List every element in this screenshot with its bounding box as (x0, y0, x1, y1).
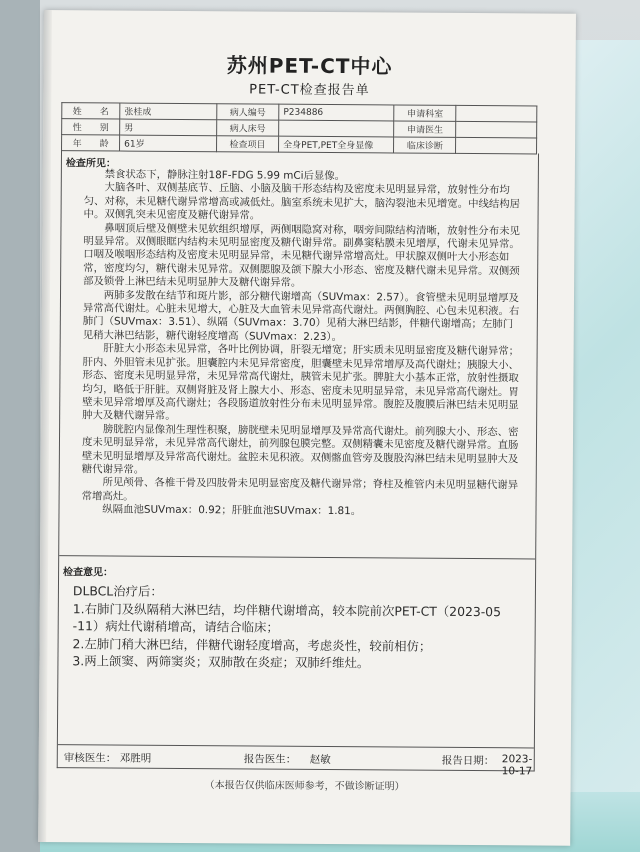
findings-heading: 检查所见： (65, 158, 116, 170)
impression-line: 2.左肺门稍大淋巴结，伴糖代谢轻度增高，考虑炎性，较前相仿； (72, 635, 432, 654)
page-binding (38, 10, 52, 842)
doctor-label: 申请医生 (394, 121, 456, 137)
desk-background (0, 0, 40, 852)
disclaimer-note: （本报告仅供临床医师参考，不做诊断证明） (204, 780, 405, 793)
reviewer-label: 审核医生： (63, 752, 117, 765)
impression-line: 3.两上颌窦、两筛窦炎；双肺散在炎症；双肺纤维灶。 (72, 653, 370, 671)
impression-line: 1.右肺门及纵隔稍大淋巴结，均伴糖代谢增高，较本院前次PET-CT（2023-05 (72, 600, 502, 619)
findings-paragraph: 肝脏大小形态未见异常，各叶比例协调，肝裂无增宽；肝实质未见明显密度及糖代谢异常；肝内、外胆管未见扩张。胆囊腔内未见异常密度，胆囊壁未见异常增厚及高代谢灶；胰腺大小、形态、密度未见明显异常，未见异常高代谢灶，胰管未见扩张。脾脏大小基本正常，放射性摄取均匀，略低于肝脏。双侧肾脏及肾上腺大小、形态、密度未见明显异常，未见异常高代谢灶。胃壁未见异常增厚及高代谢灶；各段肠道放射性分布未见明显异常。腹腔及腹膜后淋巴结未见明显肿大及糖代谢异常。 (82, 342, 520, 423)
diagnosis-label: 临床诊断 (394, 137, 456, 153)
impression-line: -11）病灶代谢稍增高，请结合临床； (72, 618, 279, 635)
reporter-label: 报告医生： (243, 753, 297, 766)
exam-value: 全身PET,PET全身显像 (279, 136, 394, 153)
sex-value: 男 (120, 119, 217, 136)
impression-line: DLBCL治疗后： (72, 583, 163, 599)
patient-id-value: P234886 (279, 104, 394, 121)
name-value: 张桂成 (120, 103, 217, 120)
dept-value (456, 105, 537, 122)
findings-paragraph: 两肺多发散在结节和斑片影，部分糖代谢增高（SUVmax：2.57）。食管壁未见明显增厚及异常高代谢灶。心脏未见增大，心脏及大血管未见异常高代谢灶。两侧胸腔、心包未见积液。右肺门（SUVmax：3.51）、纵隔（SUVmax：3.70）见稍大淋巴结影，伴糖代谢增高；左肺门见稍大淋巴结影，糖代谢轻度增高（SUVmax：2.23）。 (82, 289, 520, 343)
report-date: 2023-10-17 (501, 753, 533, 778)
findings-text (81, 168, 523, 520)
signature-row (58, 744, 534, 778)
findings-paragraph: 纵隔血池SUVmax：0.92；肝脏血池SUVmax：1.81。 (102, 503, 362, 518)
findings-paragraph: 膀胱腔内显像剂生理性积聚，膀胱壁未见明显增厚及异常高代谢灶。前列腺大小、形态、密度未见明显异常，未见异常高代谢灶，前列腺包膜完整。双侧精囊未见密度及糖代谢异常。直肠壁未见明显增厚及异常高代谢灶。盆腔未见积液。双侧髂血管旁及腹股沟淋巴结未见明显肿大及糖代谢异常。 (81, 423, 519, 476)
bed-value (279, 120, 394, 137)
impression-text (72, 582, 527, 673)
dept-label: 申请科室 (394, 105, 456, 121)
exam-label: 检查项目 (216, 136, 278, 152)
reviewer-name: 邓胜明 (119, 752, 152, 765)
bed-label: 病人床号 (217, 120, 279, 136)
name-label: 姓 名 (62, 103, 120, 119)
date-label: 报告日期： (441, 754, 495, 768)
age-label: 年 龄 (62, 135, 120, 151)
report-page (38, 10, 576, 846)
doctor-value (456, 121, 537, 138)
report-title: 苏州PET-CT中心 (226, 53, 393, 79)
report-body (57, 150, 539, 778)
reporter-name: 赵敏 (309, 753, 331, 767)
section-divider (59, 555, 535, 559)
patient-info-table (61, 102, 537, 154)
findings-paragraph: 禁食状态下，静脉注射18F-FDG 5.99 mCi后显像。 (104, 168, 346, 183)
findings-paragraph: 鼻咽顶后壁及侧壁未见软组织增厚，两侧咽隐窝对称，咽旁间隙结构清晰，放射性分布未见明显异常。双侧眼眶内结构未见明显密度及糖代谢异常。副鼻窦粘膜未见增厚，代谢未见异常。口咽及喉咽形态结构及密度未见明显异常，未见糖代谢异常增高灶。甲状腺双侧叶大小形态如常，密度均匀，糖代谢未见异常。双侧腮腺及颌下腺大小形态、密度及糖代谢未见异常。双侧颈部及锁骨上淋巴结未见明显肿大及糖代谢异常。 (83, 222, 520, 290)
age-value: 61岁 (120, 135, 217, 152)
findings-paragraph: 所见颅骨、各椎干骨及四肢骨未见明显密度及糖代谢异常；脊柱及椎管内未见明显糖代谢异常增高灶。 (81, 476, 519, 503)
patient-id-label: 病人编号 (217, 104, 279, 120)
sex-label: 性 别 (62, 119, 120, 135)
diagnosis-value (456, 137, 537, 154)
impression-heading: 检查意见： (63, 567, 114, 579)
findings-paragraph: 大脑各叶、双侧基底节、丘脑、小脑及脑干形态结构及密度未见明显异常，放射性分布均匀、对称，未见糖代谢异常增高或减低灶。脑室系统未见扩大，脑沟裂池未见增宽。中线结构居中。双侧乳突未见密度及糖代谢异常。 (83, 181, 521, 222)
report-subtitle: PET-CT检查报告单 (249, 82, 370, 99)
